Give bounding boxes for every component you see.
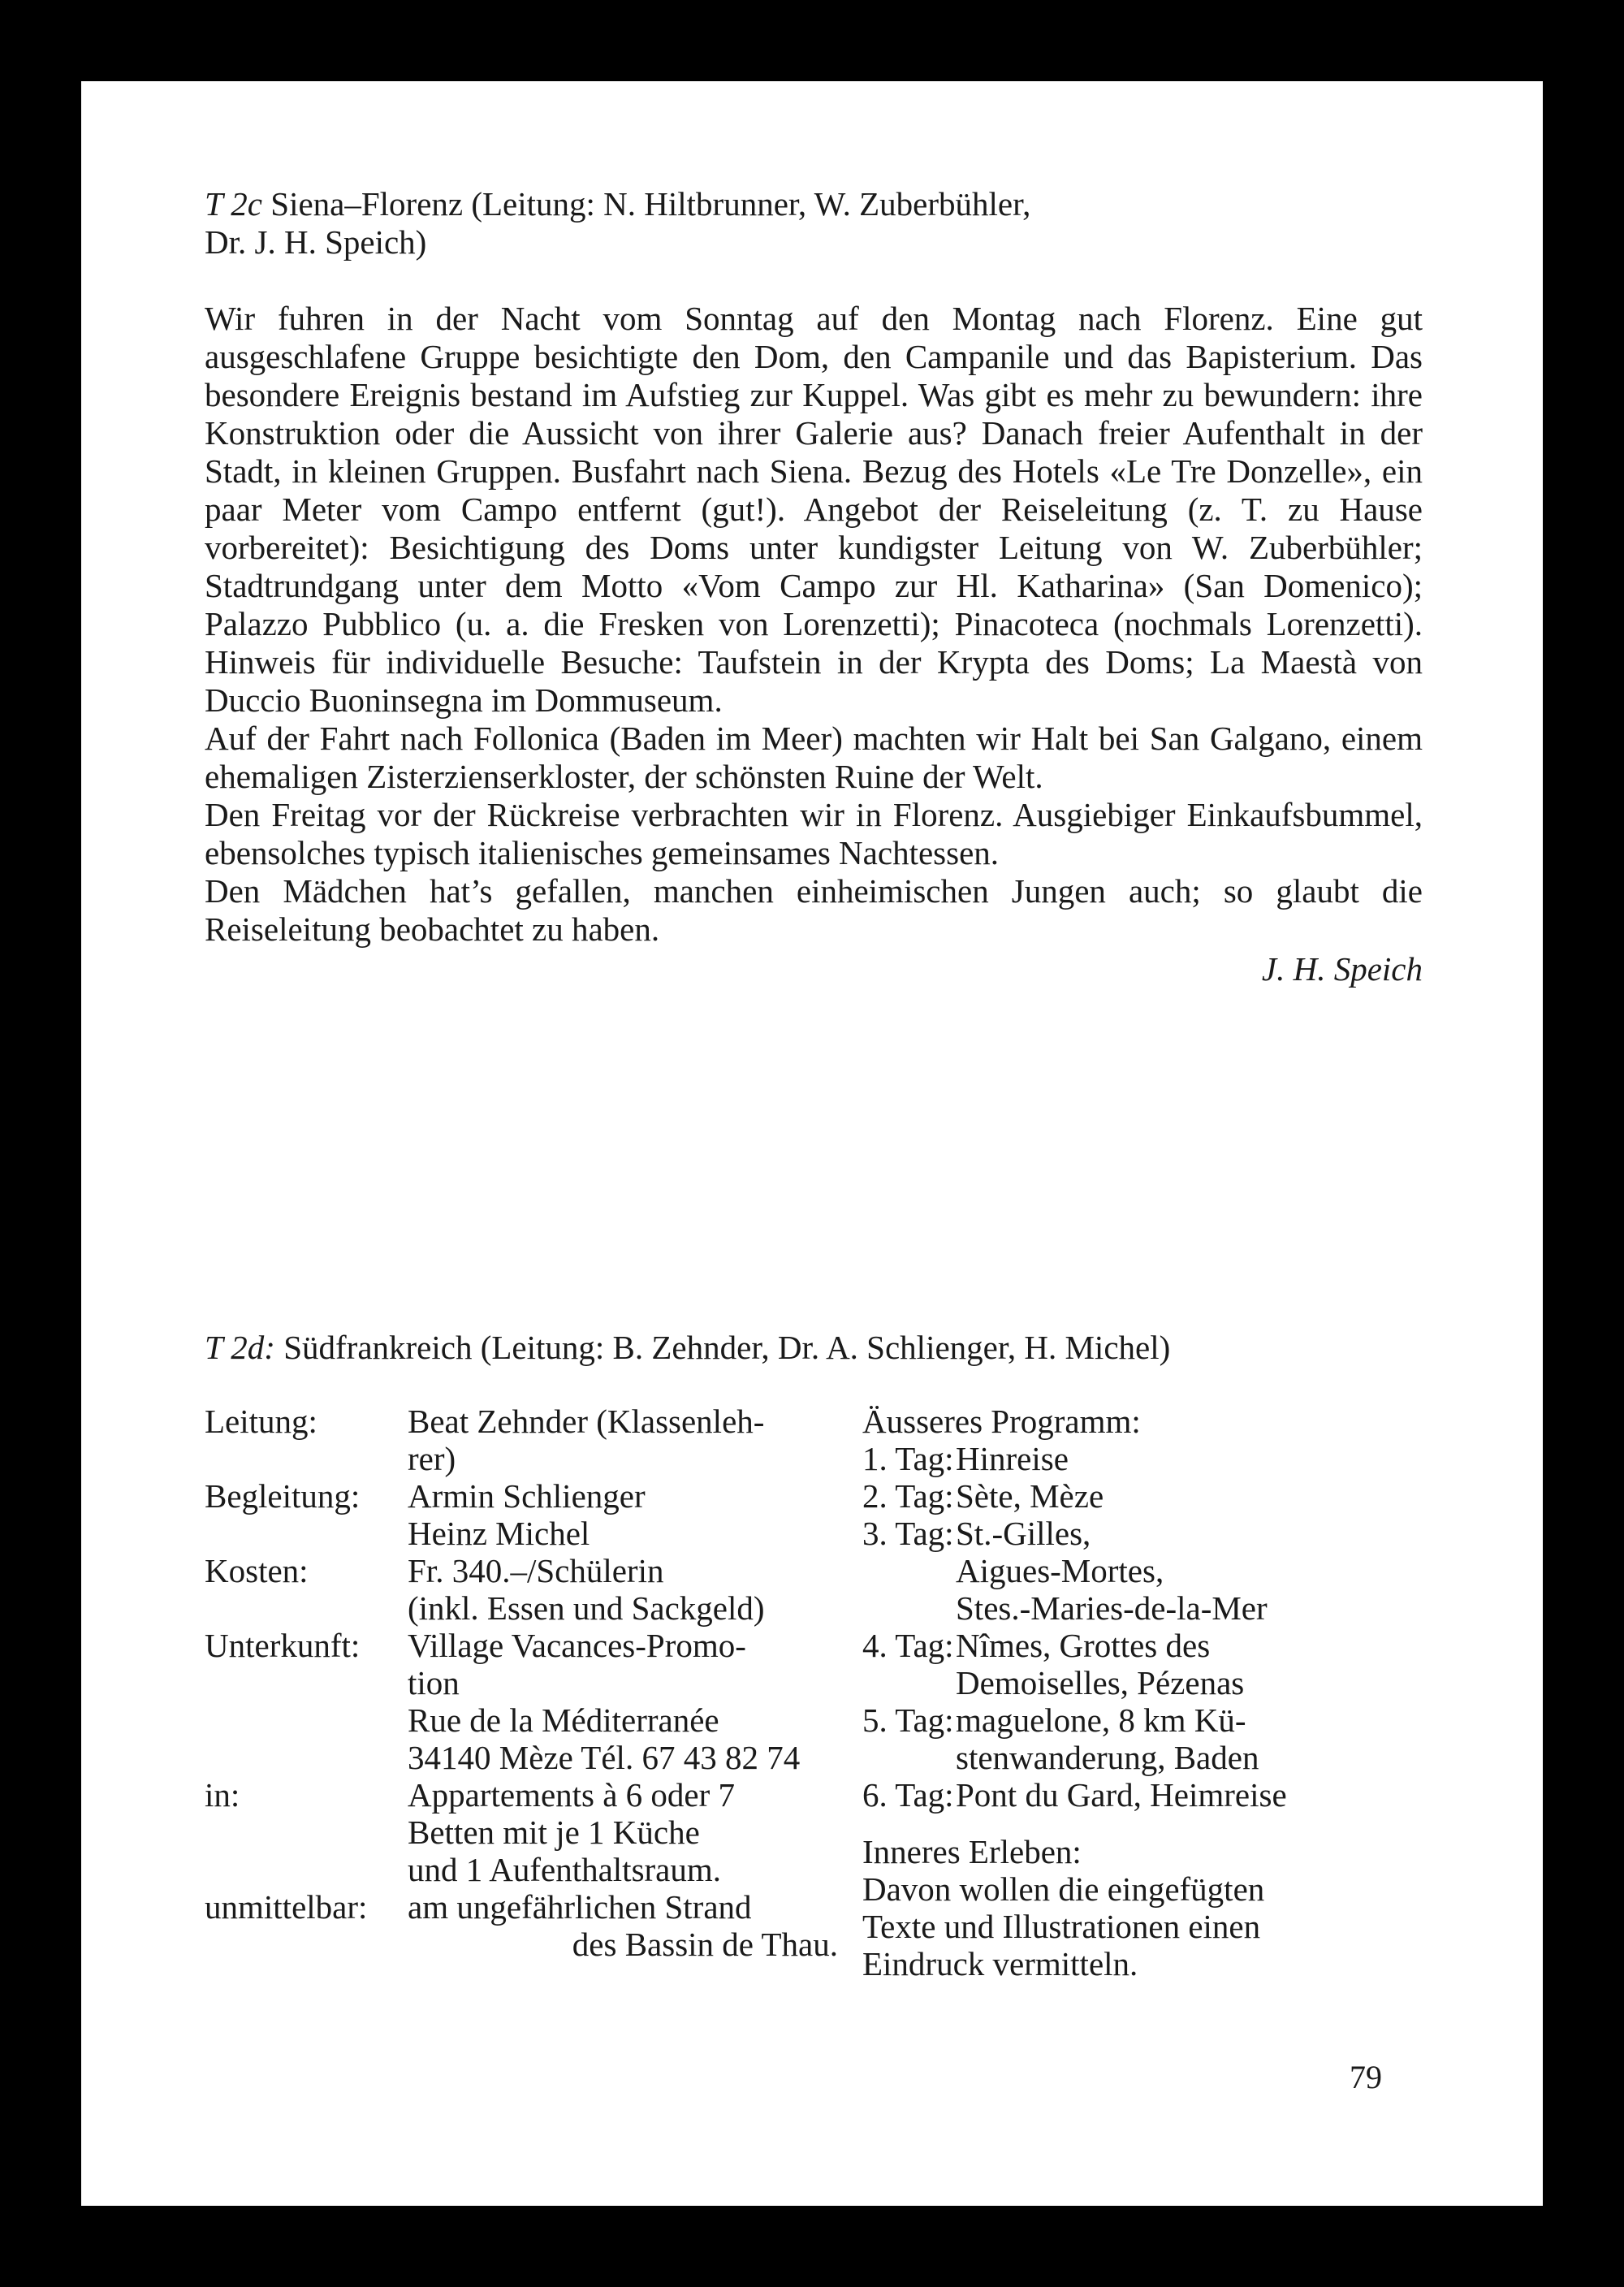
detail-value (408, 1552, 838, 1627)
inner-line: Davon wollen die eingefügten (862, 1870, 1265, 1908)
detail-line: (inkl. Essen und Sackgeld) (408, 1589, 765, 1627)
paragraph: Wir fuhren in der Nacht vom Sonntag auf den Montag nach Florenz. Eine gut ausgeschlafene Gruppe besichtigte den Dom, den Campanile und das Bapisterium. Das besondere Ereignis bestand im Aufstieg zur Kuppel. Was gibt es mehr zu bewundern: ihre Konstruktion oder die Aussicht von ihrer Galerie aus? Danach freier Aufenthalt in der Stadt, in kleinen Gruppen. Busfahrt nach Siena. Bezug des Hotels «Le Tre Donzelle», ein paar Meter vom Campo entfernt (gut!). Angebot der Reiseleitung (z. T. zu Hause vorbereitet): Besichtigung des Doms unter kundigster Leitung von W. Zuberbühler; Stadtrundgang unter dem Motto «Vom Campo zur Hl. Katharina» (San Domenico); Palazzo Pubblico (u. a. die Fresken von Lorenzetti); Pinacoteca (nochmals Lorenzetti). Hinweis für individuelle Besuche: Taufstein in der Krypta des Doms; La Maestà von Duccio Buoninsegna im Dommuseum. (205, 300, 1423, 719)
day-value (956, 1701, 1431, 1776)
book-page (81, 81, 1543, 2206)
detail-row (205, 1552, 838, 1627)
detail-line: Appartements à 6 oder 7 (408, 1776, 736, 1814)
info-columns (205, 1403, 1423, 2052)
day-value (956, 1477, 1431, 1515)
day-line: Aigues-Mortes, (956, 1552, 1164, 1589)
detail-row (205, 1776, 838, 1888)
paragraph: Den Mädchen hat’s gefallen, manchen einheimischen Jungen auch; so glaubt die Reiseleitung beobachtet zu haben. (205, 872, 1423, 948)
section-heading (205, 1329, 1423, 1366)
day-label: 1. Tag: (862, 1440, 954, 1477)
day-line: stenwanderung, Baden (956, 1739, 1259, 1776)
detail-row (205, 1403, 838, 1477)
section-code: T 2d: (205, 1329, 275, 1366)
detail-line: Village Vacances-Promo- (408, 1627, 746, 1664)
program-day (862, 1776, 1431, 1814)
program-day (862, 1440, 1431, 1477)
detail-line: Fr. 340.–/Schülerin (408, 1552, 664, 1589)
page-number: 79 (1350, 2059, 1382, 2095)
day-line: Sète, Mèze (956, 1477, 1104, 1515)
detail-row (205, 1627, 838, 1776)
day-label: 5. Tag: (862, 1701, 954, 1739)
day-label: 6. Tag: (862, 1776, 954, 1814)
detail-line: Betten mit je 1 Küche (408, 1814, 700, 1851)
day-value (956, 1627, 1431, 1701)
day-line: Stes.-Maries-de-la-Mer (956, 1589, 1268, 1627)
day-line: maguelone, 8 km Kü- (956, 1701, 1246, 1739)
section-title: Siena–Florenz (Leitung: N. Hiltbrunner, W. Zuberbühler, (270, 185, 1031, 223)
detail-value (408, 1888, 838, 1963)
detail-line: Armin Schlienger (408, 1477, 646, 1515)
detail-label: in: (205, 1776, 240, 1814)
program-day (862, 1515, 1431, 1627)
detail-line: Beat Zehnder (Klassenleh- (408, 1403, 765, 1440)
detail-row (205, 1477, 838, 1552)
inner-heading: Inneres Erleben: (862, 1833, 1082, 1870)
detail-label: Unterkunft: (205, 1627, 361, 1664)
inner-line: Texte und Illustrationen einen (862, 1908, 1261, 1945)
day-line: Demoiselles, Pézenas (956, 1664, 1245, 1701)
inner-line: Eindruck vermitteln. (862, 1945, 1138, 1982)
program-heading: Äusseres Programm: (862, 1403, 1141, 1440)
detail-line: rer) (408, 1440, 456, 1477)
section-code: T 2c (205, 185, 263, 223)
paragraph: Den Freitag vor der Rückreise verbrachten wir in Florenz. Ausgiebiger Einkaufsbummel, ebensolches typisch italienisches gemeinsames Nachtessen. (205, 796, 1423, 871)
day-value (956, 1515, 1431, 1627)
day-label: 2. Tag: (862, 1477, 954, 1515)
detail-value (408, 1477, 838, 1552)
detail-value (408, 1627, 838, 1776)
section-title: Südfrankreich (Leitung: B. Zehnder, Dr. A. Schlienger, H. Michel) (283, 1329, 1171, 1366)
author-signature: J. H. Speich (1261, 950, 1423, 988)
trip-details (205, 1403, 838, 1963)
day-value (956, 1440, 1431, 1477)
program-day (862, 1627, 1431, 1701)
body-text (205, 300, 1423, 949)
detail-row (205, 1888, 838, 1963)
detail-line: Rue de la Méditerranée (408, 1701, 719, 1739)
detail-value (408, 1776, 838, 1888)
detail-label: Begleitung: (205, 1477, 361, 1515)
section-siena-florenz (205, 185, 1423, 988)
detail-line: 34140 Mèze Tél. 67 43 82 74 (408, 1739, 801, 1776)
detail-label: Kosten: (205, 1552, 309, 1589)
detail-line: Heinz Michel (408, 1515, 590, 1552)
day-label: 4. Tag: (862, 1627, 954, 1664)
day-line: Nîmes, Grottes des (956, 1627, 1211, 1664)
day-line: Hinreise (956, 1440, 1069, 1477)
detail-line: des Bassin de Thau. (572, 1926, 838, 1963)
day-line: Pont du Gard, Heimreise (956, 1776, 1287, 1814)
day-label: 3. Tag: (862, 1515, 954, 1552)
section-suedfrankreich (205, 1329, 1423, 2052)
day-line: St.-Gilles, (956, 1515, 1091, 1552)
section-title-cont: Dr. J. H. Speich) (205, 223, 427, 261)
detail-line: tion (408, 1664, 460, 1701)
detail-line: und 1 Aufenthaltsraum. (408, 1851, 722, 1888)
day-value (956, 1776, 1431, 1814)
program-day (862, 1701, 1431, 1776)
inner-experience (862, 1833, 1431, 1982)
paragraph: Auf der Fahrt nach Follonica (Baden im Meer) machten wir Halt bei San Galgano, einem ehemaligen Zisterzienserkloster, der schönsten Ruine der Welt. (205, 720, 1423, 795)
program-day (862, 1477, 1431, 1515)
detail-label: Leitung: (205, 1403, 317, 1440)
detail-label: unmittelbar: (205, 1888, 368, 1926)
program-column (862, 1403, 1431, 1982)
detail-line: am ungefährlichen Strand (408, 1888, 752, 1926)
section-heading (205, 185, 1423, 262)
detail-value (408, 1403, 838, 1477)
